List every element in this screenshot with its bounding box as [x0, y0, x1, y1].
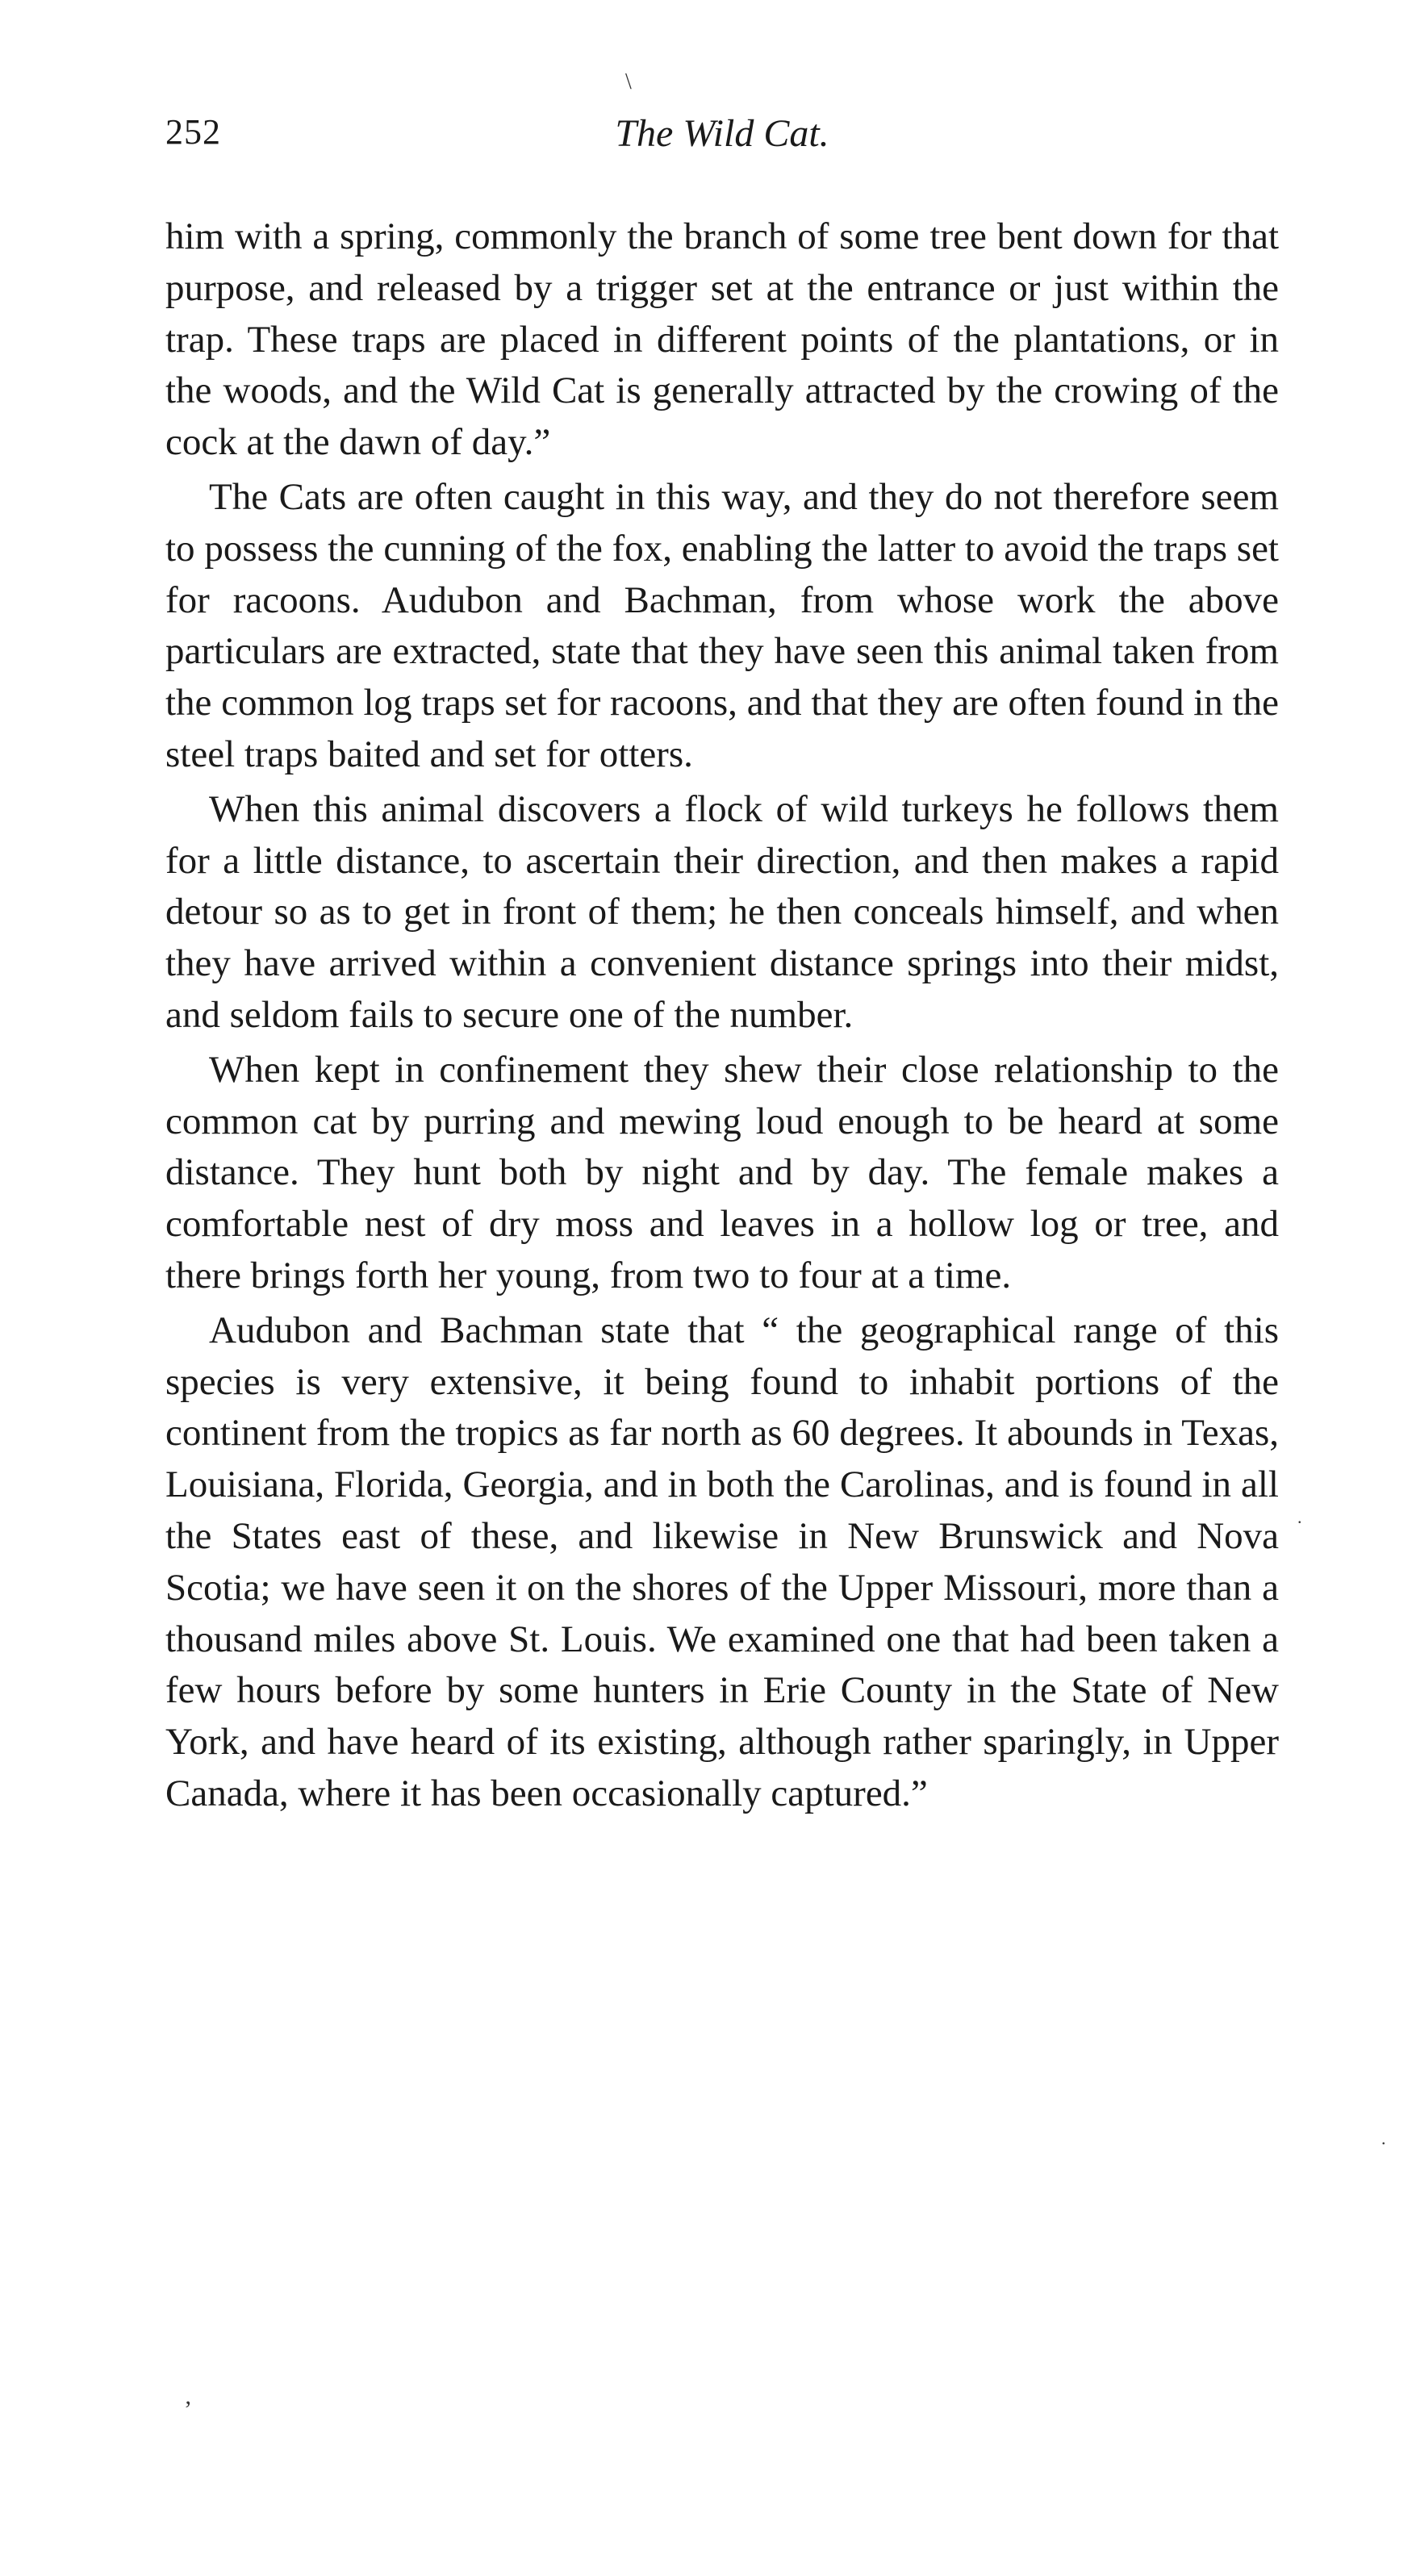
body-text	[165, 211, 1279, 1823]
paragraph: When this animal discovers a flock of wild turkeys he follows them for a little distance, to ascertain their direction, and then makes a rapid detour so as to get in front of them; he then conceals himself, and when they have arrived within a convenient distance springs into their midst, and seldom fails to secure one of the number.	[165, 787, 1279, 1036]
page-header	[165, 111, 1279, 176]
paragraph: Audubon and Bachman state that “ the geographical range of this species is very extensive, it being found to inhabit portions of the continent from the tropics as far north as 60 degrees. It abounds in Texas, Louisiana, Florida, Georgia, and in both the Carolinas, and is found in all the States east of these, and likewise in New Brunswick and Nova Scotia; we have seen it on the shores of the Upper Missouri, more than a thousand miles above St. Louis. We examined one that had been taken a few hours before by some hunters in Erie County in the State of New York, and have heard of its existing, although rather sparingly, in Upper Canada, where it has been occasionally captured.”	[165, 1309, 1279, 1814]
scan-speck: ’	[184, 2396, 192, 2423]
scan-speck: .	[1297, 1507, 1302, 1527]
paragraph: The Cats are often caught in this way, and they do not therefore seem to possess the cunning of the fox, enabling the latter to avoid the traps set for racoons. Audubon and Bachman, from whose work the above particulars are extracted, state that they have seen this animal taken from the common log traps set for racoons, and that they are often found in the steel traps baited and set for otters.	[165, 475, 1279, 775]
scan-speck: .	[1381, 2128, 1386, 2148]
scan-speck: \	[625, 69, 632, 94]
page-number: 252	[165, 112, 221, 152]
paragraph-continued: him with a spring, commonly the branch of some tree bent down for that purpose, and released by a trigger set at the entrance or just within the trap. These traps are placed in different points of the plantations, or in the woods, and the Wild Cat is generally attracted by the crowing of the cock at the dawn of day.”	[165, 215, 1279, 464]
running-title: The Wild Cat.	[615, 112, 829, 155]
paragraph: When kept in confinement they shew their close relationship to the common cat by purring and mewing loud enough to be heard at some distance. They hunt both by night and by day. The female makes a comfortable nest of dry moss and leaves in a hollow log or tree, and there brings forth her young, from two to four at a time.	[165, 1048, 1279, 1296]
